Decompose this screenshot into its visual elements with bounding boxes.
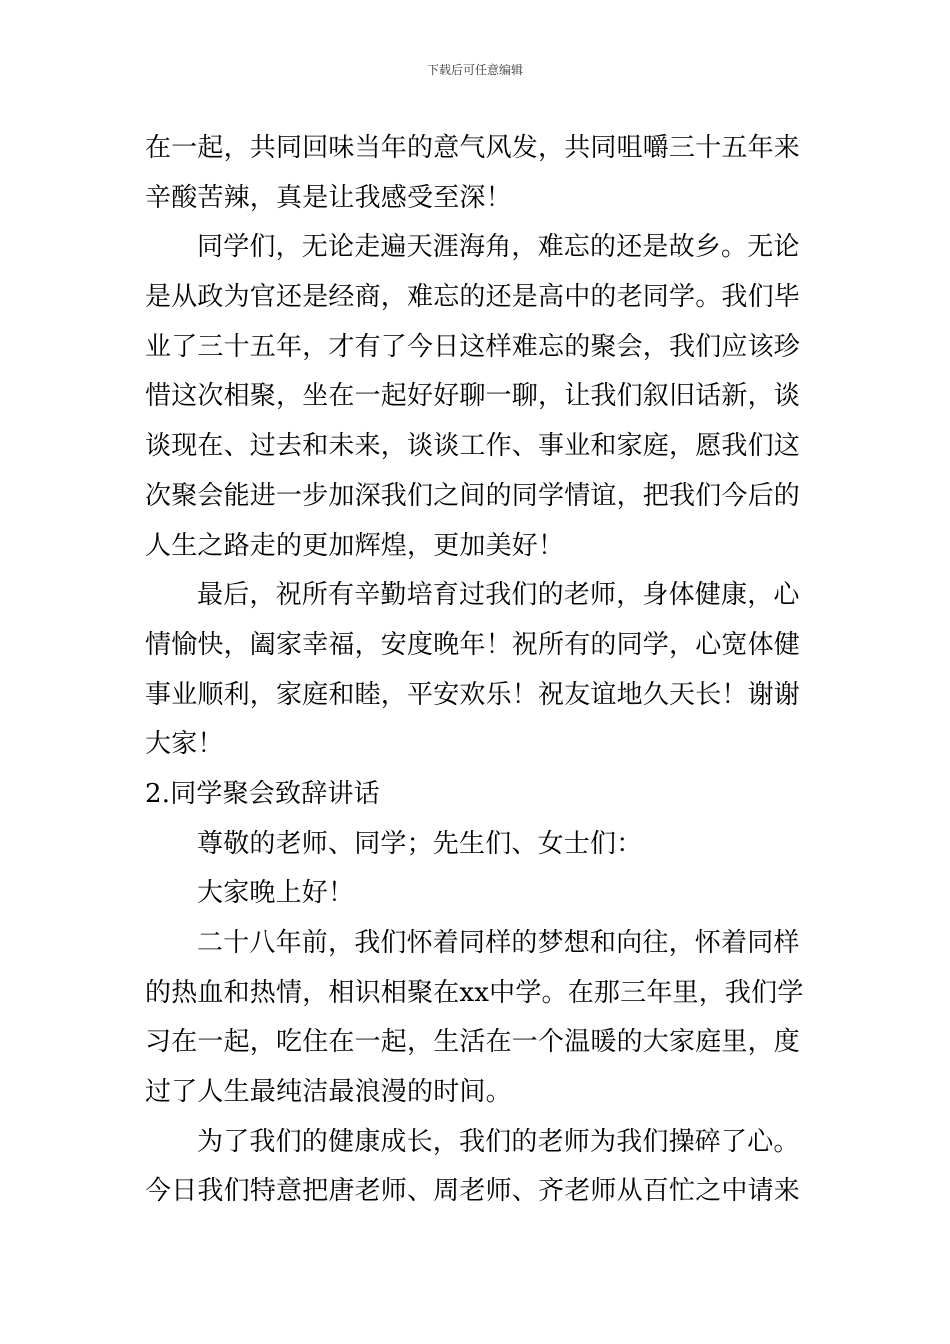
document-body [145, 124, 809, 1217]
text-line: 事业顺利，家庭和睦，平安欢乐！祝友谊地久天长！谢谢 [145, 679, 801, 710]
text-line: 惜这次相聚，坐在一起好好聊一聊，让我们叙旧话新，谈 [145, 381, 801, 412]
text-line: 习在一起，吃住在一起，生活在一个温暖的大家庭里，度 [145, 1027, 801, 1058]
text-line: 业了三十五年，才有了今日这样难忘的聚会，我们应该珍 [145, 331, 801, 362]
text-line: 大家晚上好！ [197, 878, 355, 909]
text-line: 过了人生最纯洁最浪漫的时间。 [145, 1077, 512, 1108]
page-header-note: 下载后可任意编辑 [426, 63, 523, 77]
text-line: 大家！ [145, 729, 224, 760]
text-line: 最后，祝所有辛勤培育过我们的老师，身体健康，心 [197, 580, 800, 611]
text-line: 是从政为官还是经商，难忘的还是高中的老同学。我们毕 [145, 282, 801, 313]
text-line: 今日我们特意把唐老师、周老师、齐老师从百忙之中请来 [145, 1176, 801, 1207]
text-line: 二十八年前，我们怀着同样的梦想和向往，怀着同样 [197, 928, 800, 958]
text-line: 情愉快，阖家幸福，安度晚年！祝所有的同学，心宽体健 [145, 629, 801, 660]
text-line: 次聚会能进一步加深我们之间的同学情谊，把我们今后的 [145, 480, 801, 511]
text-line: 在一起，共同回味当年的意气风发，共同咀嚼三十五年来 [145, 133, 801, 163]
text-line: 尊敬的老师、同学；先生们、女士们： [197, 828, 643, 859]
text-line: 人生之路走的更加辉煌，更加美好！ [145, 530, 565, 561]
text-line: 的热血和热情，相识相聚在xx中学。在那三年里，我们学 [145, 977, 804, 1008]
text-line: 同学们，无论走遍天涯海角，难忘的还是故乡。无论 [197, 232, 800, 263]
text-line: 为了我们的健康成长，我们的老师为我们操碎了心。 [197, 1126, 800, 1157]
text-line: 2.同学聚会致辞讲话 [145, 778, 380, 809]
text-line: 谈现在、过去和未来，谈谈工作、事业和家庭，愿我们这 [145, 431, 801, 462]
text-line: 辛酸苦辣，真是让我感受至深！ [145, 182, 512, 213]
